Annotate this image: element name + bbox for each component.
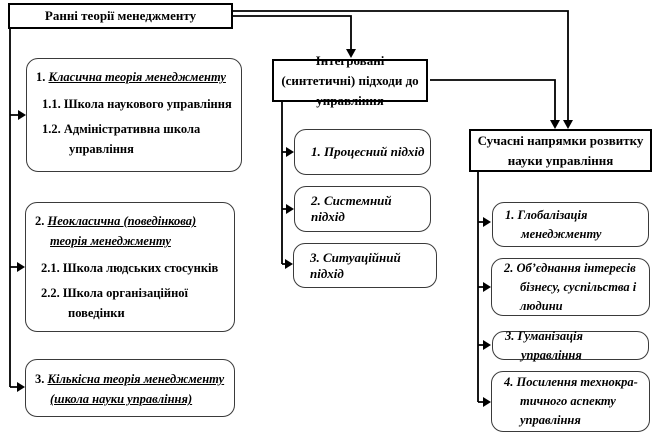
item-label: 2. Об’єднання інтересів бізнесу, суспільства і людини — [504, 260, 637, 313]
sub-item-text: Адміністративна школа управління — [63, 122, 201, 156]
theory-number: 1. — [36, 70, 46, 84]
theory-title — [35, 211, 228, 251]
arrow-right-3 — [483, 340, 491, 350]
item-label: 1. Процесний підхід — [311, 144, 425, 159]
theory-title — [36, 67, 235, 87]
arrow-left-2 — [17, 262, 25, 272]
theory-sub-item — [42, 119, 235, 159]
middle-box-system-approach — [294, 186, 431, 232]
sub-item-text: Школа людських стосунків — [62, 261, 219, 275]
item-label: 3. Ситуаційний підхід — [310, 249, 401, 281]
left-box-neoclassical-theory — [25, 202, 235, 332]
middle-header-integrated-approaches — [272, 52, 428, 108]
sub-item-number: 2.1. — [41, 261, 60, 275]
item-label: 1. Глобалізація менеджменту — [505, 207, 602, 241]
sub-item-text: Школа наукового управління — [63, 97, 232, 111]
arrow-right-4 — [483, 397, 491, 407]
item-label: 3. Гуманізація управління — [505, 328, 583, 362]
left-box-classical-theory — [26, 58, 242, 172]
sub-item-text: Школа організаційної поведінки — [62, 286, 188, 320]
right-box-humanization — [492, 328, 649, 362]
right-header-label: Сучасні напрямки розвитку науки управління — [477, 132, 644, 168]
sub-item-number: 1.1. — [42, 97, 61, 111]
theory-title-text: Кількісна теорія менеджменту (школа науки управління) — [47, 372, 225, 406]
middle-header-label: Інтегровані (синтетичні) підходи до управління — [281, 52, 419, 108]
item-label: 2. Системний підхід — [311, 193, 392, 224]
root-box-early-theories — [8, 3, 233, 29]
arrow-to-right-header-b — [550, 120, 560, 129]
left-box-quantitative-theory — [25, 359, 235, 417]
theory-title-text: Неокласична (поведінкова) теорія менеджменту — [47, 214, 197, 248]
arrow-mid-2 — [286, 204, 294, 214]
theory-number: 2. — [35, 214, 45, 228]
theory-sub-item — [41, 283, 228, 323]
theory-title-text: Класична теорія менеджменту — [48, 70, 226, 84]
sub-item-number: 1.2. — [42, 122, 61, 136]
arrow-left-3 — [17, 382, 25, 392]
root-box-label: Ранні теорії менеджменту — [44, 8, 197, 23]
right-box-technocratic-aspect — [491, 371, 650, 432]
item-label: 4. Посилення технокра-тичного аспекту управління — [504, 375, 638, 427]
middle-box-situational-approach — [293, 243, 437, 288]
theory-sub-item — [41, 258, 228, 278]
theory-sub-item — [42, 94, 235, 114]
theory-number: 3. — [35, 372, 45, 386]
sub-item-number: 2.2. — [41, 286, 60, 300]
right-box-globalization — [492, 202, 649, 247]
arrow-to-right-header-a — [563, 120, 573, 129]
arrow-left-1 — [18, 110, 26, 120]
arrow-right-2 — [483, 282, 491, 292]
middle-box-process-approach — [294, 129, 431, 175]
arrow-right-1 — [483, 217, 491, 227]
arrow-mid-3 — [285, 259, 293, 269]
arrow-mid-1 — [286, 147, 294, 157]
theory-title — [35, 369, 228, 409]
right-box-interests-unification — [491, 258, 650, 316]
right-header-modern-directions — [469, 129, 652, 172]
